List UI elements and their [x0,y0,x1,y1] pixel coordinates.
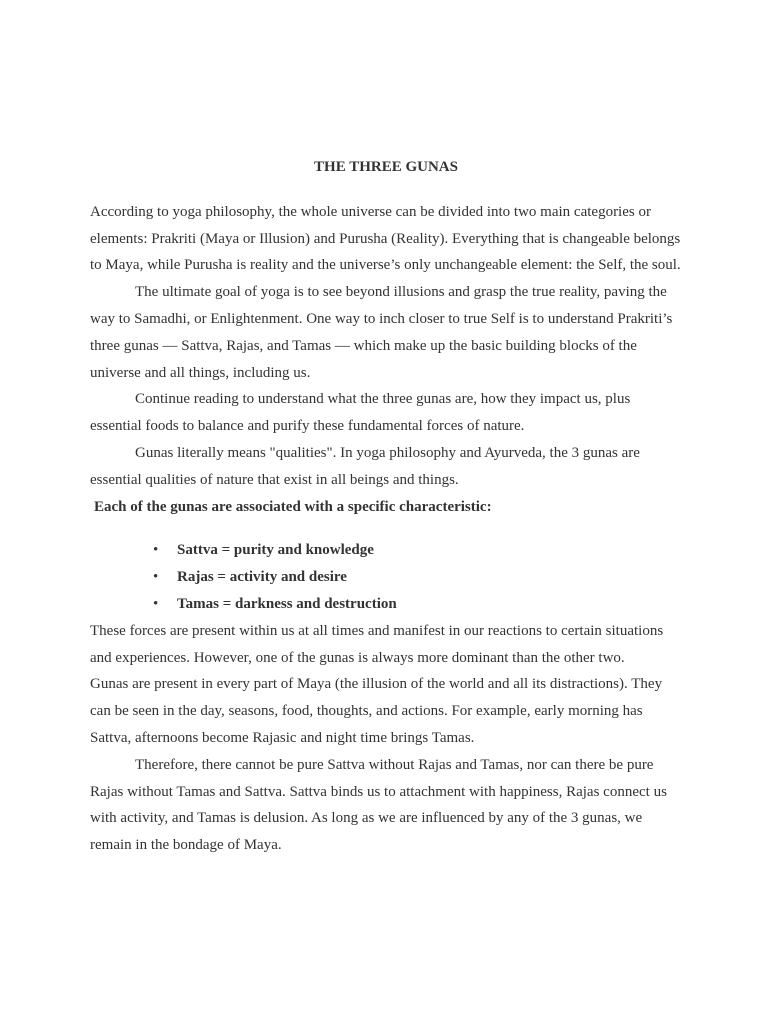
gunas-list [90,537,682,617]
forces-paragraph: These forces are present within us at all times and manifest in our reactions to certain situations and experiences. However, one of the gunas is always more dominant than the other two. [90,622,664,666]
list-item-text: Sattva = purity and knowledge [177,542,374,559]
list-item-text: Tamas = darkness and destruction [177,595,397,612]
list-item [90,591,682,618]
document-title: THE THREE GUNAS [314,159,458,175]
list-item-text: Rajas = activity and desire [177,569,347,586]
intro-paragraph: According to yoga philosophy, the whole universe can be divided into two main categories or elements: Prakriti (Maya or Illusion) and Purusha (Reality). Everything that is changeable belongs to Maya, while Purusha is reality and the universe’s only unchangeable element: the Self, the soul. [90,203,681,274]
document-page [90,154,682,859]
list-item [90,564,682,591]
conclusion-paragraph: Therefore, there cannot be pure Sattva without Rajas and Tamas, nor can there be pure Rajas without Tamas and Sattva. Sattva binds us to attachment with happiness, Rajas connect us with activity, and Tamas is delusion. As long as we are influenced by any of the 3 gunas, we remain in the bondage of Maya. [90,756,667,854]
characteristics-heading: Each of the gunas are associated with a specific characteristic: [94,498,492,515]
list-item [90,537,682,564]
gunas-meaning-paragraph: Gunas literally means "qualities". In yoga philosophy and Ayurveda, the 3 gunas are essential qualities of nature that exist in all beings and things. [90,444,640,488]
maya-paragraph: Gunas are present in every part of Maya (the illusion of the world and all its distractions). They can be seen in the day, seasons, food, thoughts, and actions. For example, early morning has Sattva, afternoons become Rajasic and night time brings Tamas. [90,676,663,746]
bullet-icon: • [153,595,159,612]
bullet-icon: • [153,542,159,559]
bullet-icon: • [153,569,159,586]
continue-paragraph: Continue reading to understand what the three gunas are, how they impact us, plus essential foods to balance and purify these fundamental forces of nature. [90,391,631,435]
goal-paragraph: The ultimate goal of yoga is to see beyond illusions and grasp the true reality, paving the way to Samadhi, or Enlightenment. One way to inch closer to true Self is to understand Prakriti’s three gunas — Sattva, Rajas, and Tamas — which make up the basic building blocks of the universe and all things, including us. [90,284,673,381]
